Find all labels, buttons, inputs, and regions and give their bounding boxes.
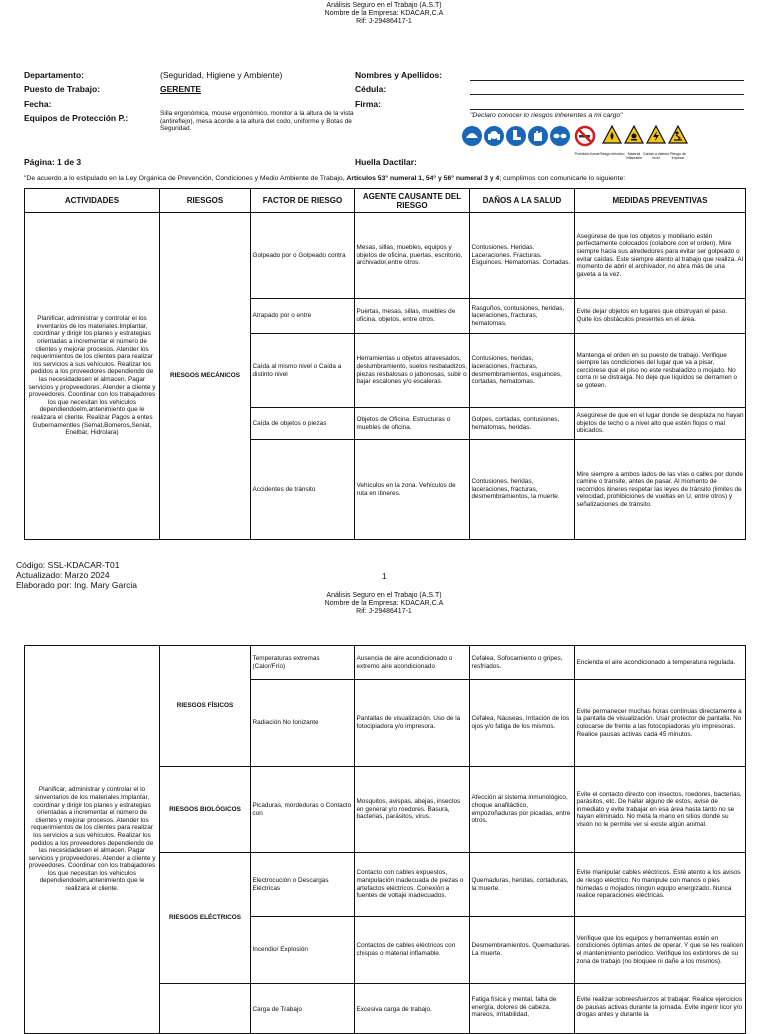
- page-footer: [16, 560, 137, 590]
- factor-cell: Caída al mismo nivel o Caída a distinto nivel: [251, 334, 355, 408]
- departamento-label: Departamento:: [24, 70, 84, 80]
- factor-cell: Caída de objetos o piezas: [251, 408, 355, 440]
- header-medidas: MEDIDAS PREVENTIVAS: [575, 189, 746, 213]
- danos-cell: Cefalea, Náuseas, Irritación de los ojos y/o fatiga de los mismos.: [470, 680, 575, 767]
- icon-caption: Riesgo de tropezar: [670, 152, 686, 160]
- agente-cell: Puertas, mesas, sillas, muebles de oficina, objetos, entre otros.: [355, 299, 470, 334]
- agente-cell: Mesas, sillas, muebles, equipos y objetos de oficina, puertas, escritorio, archivador,entre otros.: [355, 213, 470, 299]
- nombres-line: [470, 80, 744, 81]
- medidas-cell: Asegúrese de que en el lugar donde se desplaza no hayan objetos de techo o a nivel alto que estén flojos o mal ubicados.: [575, 408, 746, 440]
- danos-cell: Afección al sistema inmunológico, choque anafiláctico, empozoñaduras por picadas, entre otros.: [470, 767, 575, 853]
- cedula-line: [470, 94, 744, 95]
- factor-cell: Radiación No Ionizante: [251, 680, 355, 767]
- riesgo-cell: RIESGOS MECÁNICOS: [160, 213, 251, 540]
- riesgo-cell: [160, 984, 251, 1034]
- factor-cell: Temperaturas extremas (Calor/Frío): [251, 646, 355, 680]
- risk-table-page1: [24, 188, 746, 540]
- medidas-cell: Verifique que los equipos y herramientas estén en condiciones óptimas antes de operar. Y que se les realicen el mantenimiento periódico. Verifique los extintores de su zona de trabajo (no bloquee ni dañe a los mismos).: [575, 917, 746, 984]
- icon-caption: Riesgo eléctrico: [599, 152, 625, 156]
- danos-cell: Fatiga física y mental, falta de energía, dolores de cabeza, mareos, irritabilidad,: [470, 984, 575, 1034]
- page1-header: [0, 2, 768, 26]
- danos-cell: Rasguños, contusiones, heridas, laceraciones, fracturas, hematomas.: [470, 299, 575, 334]
- intro-bold: Artículos 53° numeral 1, 54° y 56° numeral 3 y 4: [346, 175, 500, 182]
- gloves-icon: [528, 125, 548, 147]
- equipos-label: Equipos de Protección P.:: [24, 113, 129, 123]
- riesgo-cell: RIESGOS FÍSICOS: [160, 646, 251, 767]
- head-protection-icon: [462, 125, 482, 147]
- agente-cell: Ausencia de aire acondicionado o extremo aire acondicionado: [355, 646, 470, 680]
- medidas-cell: Evite dejar objetos en lugares que obstruyan el paso. Quite los obstáculos presentes en el área.: [575, 299, 746, 334]
- risk-table-page2: [24, 645, 746, 1034]
- fall-icon: [668, 125, 688, 145]
- factor-cell: Picaduras, mordeduras o Contacto con: [251, 767, 355, 853]
- header-rif: Rif: J-29486417-1: [356, 18, 412, 25]
- header-riesgos: RIESGOS: [160, 189, 251, 213]
- medidas-cell: Mantenga el orden en su puesto de trabajo. Verifique siempre las condiciones del lugar que va a pisar, cerciórese que el piso no este resbaladizo o mojado. No corra ni se distraiga. No deje que líquidos se derramen o se goteen.: [575, 334, 746, 408]
- factor-cell: Golpeado por o Golpeado contra: [251, 213, 355, 299]
- danos-cell: Contusiones, heridas, laceraciones, fracturas, desmembramientos, esguinces, cortadas, hematomas.: [470, 334, 575, 408]
- danos-cell: Cefalea, Sofocamiento o gripes, resfriados.: [470, 646, 575, 680]
- header-actividades: ACTIVIDADES: [25, 189, 160, 213]
- page2-header: [0, 592, 768, 616]
- medidas-cell: Encienda el aire acondicionado a temperatura regulada.: [575, 646, 746, 680]
- actividad-cell: Planificar, administrar y controlar el lo sinventarios de los materiales.Implantar, coordinar y dirigir los planes y estrategias orientadas a incrementar el número de clientes y mejorar procesos. Atender los requerimientos de los clientes para realizar los servicios a sus vehículos. Realizar los pedidos a los proveedores dependiendo de las necesidadesen el almacen. Pagar servicios y propveedores. Atender a cliente y proveedores. Coordinar con los trabajadores los que necesitan los vehiculos dependiendoelm,antenimiento que le realizara el cliente.: [25, 646, 160, 1034]
- table-header-row: [25, 189, 746, 213]
- no-smoking-icon: [574, 125, 596, 147]
- agente-cell: Vehículos en la zona. Vehículos de ruta en itineres.: [355, 440, 470, 540]
- huella-label: Huella Dactilar:: [355, 157, 417, 167]
- header-company: Nombre de la Empresa: KDACAR,C.A: [324, 600, 444, 607]
- factor-cell: Accidentes de tránsito: [251, 440, 355, 540]
- hearing-protection-icon: [484, 125, 504, 147]
- flammable-icon: [602, 125, 622, 145]
- danos-cell: Desmembramientos. Quemaduras. La muerte.: [470, 917, 575, 984]
- header-factor: FACTOR DE RIESGO: [251, 189, 355, 213]
- departamento-value: (Seguridad, Higiene y Ambiente): [160, 70, 283, 80]
- footer-elaborado: Elaborado por: Ing. Mary Garcia: [16, 580, 137, 590]
- factor-cell: Carga de Trabajo: [251, 984, 355, 1034]
- nombres-label: Nombres y Apellidos:: [355, 70, 443, 80]
- factor-cell: Electrocución o Descargas Eléctricas: [251, 853, 355, 917]
- danos-cell: Contusiones, heridas, laceraciones, fracturas, desmembramientos, la muerte.: [470, 440, 575, 540]
- riesgo-cell: RIESGOS ELÉCTRICOS: [160, 853, 251, 984]
- medidas-cell: Evite permanecer muchas horas continuas directamente a la pantalla de visualización. Usar protector de pantalla. No colocarse de frente a las fotocopiadoras y/o impresoras. Realice pausas activas cada 45 minutos.: [575, 680, 746, 767]
- danos-cell: Quemaduras, heridas, cortaduras, la muerte.: [470, 853, 575, 917]
- agente-cell: Excesiva carga de trabajo.: [355, 984, 470, 1034]
- header-danos: DAÑOS A LA SALUD: [470, 189, 575, 213]
- icon-caption: Prohibido fumar: [574, 152, 600, 156]
- header-title: Análisis Seguro en el Trabajo (A.S.T): [326, 592, 442, 599]
- page-number: 1: [382, 571, 387, 581]
- firma-line: [470, 109, 744, 110]
- legal-intro: [24, 175, 625, 182]
- factor-cell: Atrapado por o entre: [251, 299, 355, 334]
- riesgo-cell: RIESGOS BIOLÓGICOS: [160, 767, 251, 853]
- factor-cell: Incendio/ Explosión: [251, 917, 355, 984]
- intro-post: ; cumplimos con comunicarle lo siguiente:: [499, 175, 626, 182]
- pagina-label: Página: 1 de 3: [24, 157, 82, 167]
- agente-cell: Objetos de Oficina. Estructuras o muebles de oficina.: [355, 408, 470, 440]
- header-agente: AGENTE CAUSANTE DEL RIESGO: [355, 189, 470, 213]
- medidas-cell: Asegúrese de que los objetos y mobiliario estén perfectamente colocados (colabore con el orden). Mire siempre hacia sus alrededores para evitar ser golpeado o evitar caídas. Este siempre atento al trabajo que realiza. Al momento de abrir el archivador, no abra más de una gaveta a la vez.: [575, 213, 746, 299]
- firma-label: Firma:: [355, 99, 381, 109]
- cedula-label: Cédula:: [355, 84, 387, 94]
- medidas-cell: Evite realizar sobreesfuerzos al trabajar. Realice ejercicios de pausas activas durante la jornada. Evite ingerir licor y/o drogas antes y durante la: [575, 984, 746, 1034]
- boots-icon: [506, 125, 526, 147]
- footer-actualizado: Actualizado: Marzo 2024: [16, 570, 110, 580]
- toxic-icon: [624, 125, 644, 145]
- icon-caption: Material inflamable: [626, 152, 642, 160]
- medidas-cell: Evite el contacto directo con insectos, roedores, bacterias, parásitos, etc. De hallar alguno de estos, avise de inmediato y evite trabajar en esa área hasta tanto no se hayan eliminado. No meta la mano en sitios donde su visión no le permite ver si existe algún animal.: [575, 767, 746, 853]
- table-row: [25, 213, 746, 299]
- agente-cell: Contactos de cables eléctricos con chispas o material inflamable.: [355, 917, 470, 984]
- header-company: Nombre de la Empresa: KDACAR,C.A: [324, 10, 444, 17]
- medidas-cell: Mire siempre a ambos lados de las vías o calles por donde camine o transite, antes de pasar. Al momento de recorridos itineres respetar las leyes de tránsito (limites de velocidad, prohibiciones de vueltas en U, entre otros) y señalizaciones de tránsito.: [575, 440, 746, 540]
- agente-cell: Herramientas u objetos atravesados, deslumbramiento, suelos resbaladizos, piezas resbalosas o jabonosas, subir o bajar escalones y/o escaleras.: [355, 334, 470, 408]
- equipos-value: Silla ergonómica, mouse ergonómico, monitor a la altura de la vista (antireflejo), mesa acorde a la altura del codo, uniforme y Botas de Seguridad.: [160, 110, 354, 132]
- fecha-label: Fecha:: [24, 99, 52, 109]
- footer-codigo: Código: SSL-KDACAR-T01: [16, 560, 120, 570]
- agente-cell: Pantallas de visualización. Uso de la fotocipiadora y/o impresora.: [355, 680, 470, 767]
- actividad-cell: Planificar, administrar y controlar el los inventarios de los materiales.Implantar, coordinar y dirigir los planes y estrategias orientadas a incrementar el número de clientes y mejorar procesos. Atender los requerimientos de los clientes para realizar los servicios a sus vehículos. Realizar los pedidos a los proveedores dependiendo de las necesidadesen el almacen. Pagar servicios y propveedores. Atender a cliente y proveedores. Coordinar con los trabajadores los que necesitan los vehiculos dependiendoelm,antenimiento que le realizara el cliente. Realizar Pagos a entes Gubernamentles (Semat,Bomeros,Seniat, Enelbar, Hidrolara): [25, 213, 160, 540]
- danos-cell: Golpes, cortadas, contusiones, hematomas, heridas.: [470, 408, 575, 440]
- puesto-value: GERENTE: [160, 84, 202, 94]
- agente-cell: Mosquitos, avispas, abejas, insectos en general y/o roedores. Basura, bacterias, parásitos, virus.: [355, 767, 470, 853]
- icon-caption: Caídas a distinto nivel: [642, 152, 670, 160]
- danos-cell: Contusiones. Heridas. Laceraciones. Fracturas. Esguinces. Hematomas. Cortadas.: [470, 213, 575, 299]
- agente-cell: Contacto con cables expuestos, manipulación inadecuada de piezas o artefactos eléctricos. Conexión a fuentes de voltaje inadecuados.: [355, 853, 470, 917]
- medidas-cell: Evite manipular cables eléctricos. Esté atento a los avisos de riesgo eléctrico. No manipule con manos o pies húmedas o mojados ningún equipo energizado. Nunca realice reparaciones eléctricas.: [575, 853, 746, 917]
- header-rif: Rif: J-29486417-1: [356, 608, 412, 615]
- intro-pre: "De acuerdo a lo estipulado en la Ley Orgánica de Prevención, Condiciones y Medio Ambiente de Trabajo,: [24, 175, 347, 182]
- eye-protection-icon: [550, 125, 570, 147]
- header-title: Análisis Seguro en el Trabajo (A.S.T): [326, 2, 442, 9]
- table-row: [25, 646, 746, 680]
- puesto-label: Puesto de Trabajo:: [24, 84, 101, 94]
- ppe-icons: [462, 125, 702, 161]
- electric-icon: [646, 125, 666, 145]
- declaro-text: "Declaro conocer lo riesgos inherentes a mi cargo": [470, 112, 623, 119]
